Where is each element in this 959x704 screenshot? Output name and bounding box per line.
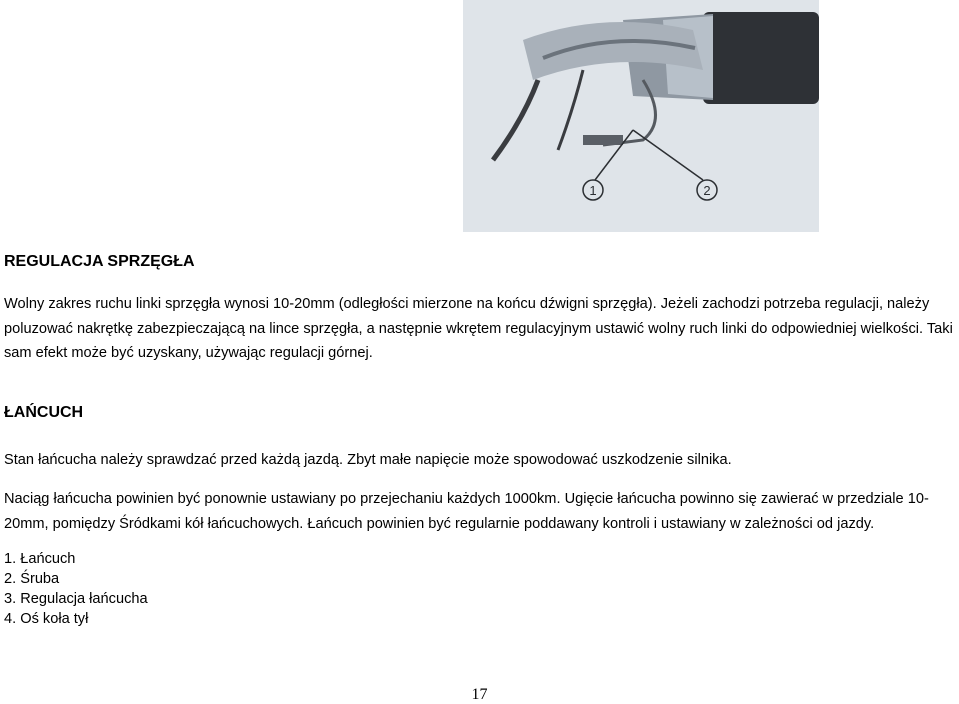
- svg-text:2: 2: [703, 183, 711, 198]
- list-item: 4. Oś koła tył: [4, 611, 89, 627]
- clutch-lever-photo: [463, 0, 819, 232]
- chain-heading: ŁAŃCUCH: [4, 404, 84, 421]
- clutch-heading: REGULACJA SPRZĘGŁA: [4, 253, 195, 270]
- svg-text:1: 1: [589, 183, 597, 198]
- clutch-paragraph: Wolny zakres ruchu linki sprzęgła wynosi 10-20mm (odległości mierzone na końcu dźwigni sprzęgła). Jeżeli zachodzi potrzeba regulacji, należy poluzować nakrętkę zabezpieczającą na lince sprzęgła, a następnie wkrętem regulacyjnym ustawić wolny ruch linki do odpowiedniej wielkości. Taki sam efekt może być uzyskany, używając regulacji górnej.: [4, 296, 953, 361]
- list-item: 3. Regulacja łańcucha: [4, 591, 148, 607]
- chain-paragraph-1: Stan łańcucha należy sprawdzać przed każdą jazdą. Zbyt małe napięcie może spowodować uszkodzenie silnika.: [4, 452, 732, 468]
- list-item: 2. Śruba: [4, 571, 60, 587]
- chain-parts-list: [4, 549, 148, 629]
- list-item: 1. Łańcuch: [4, 551, 76, 567]
- page-number: 17: [471, 686, 488, 703]
- chain-paragraph-2: Naciąg łańcucha powinien być ponownie ustawiany po przejechaniu każdych 1000km. Ugięcie łańcucha powinno się zawierać w przedziale 10-20mm, pomiędzy Śródkami kół łańcuchowych. Łańcuch powinien być regularnie poddawany kontroli i ustawiany w zależności od jazdy.: [4, 491, 929, 532]
